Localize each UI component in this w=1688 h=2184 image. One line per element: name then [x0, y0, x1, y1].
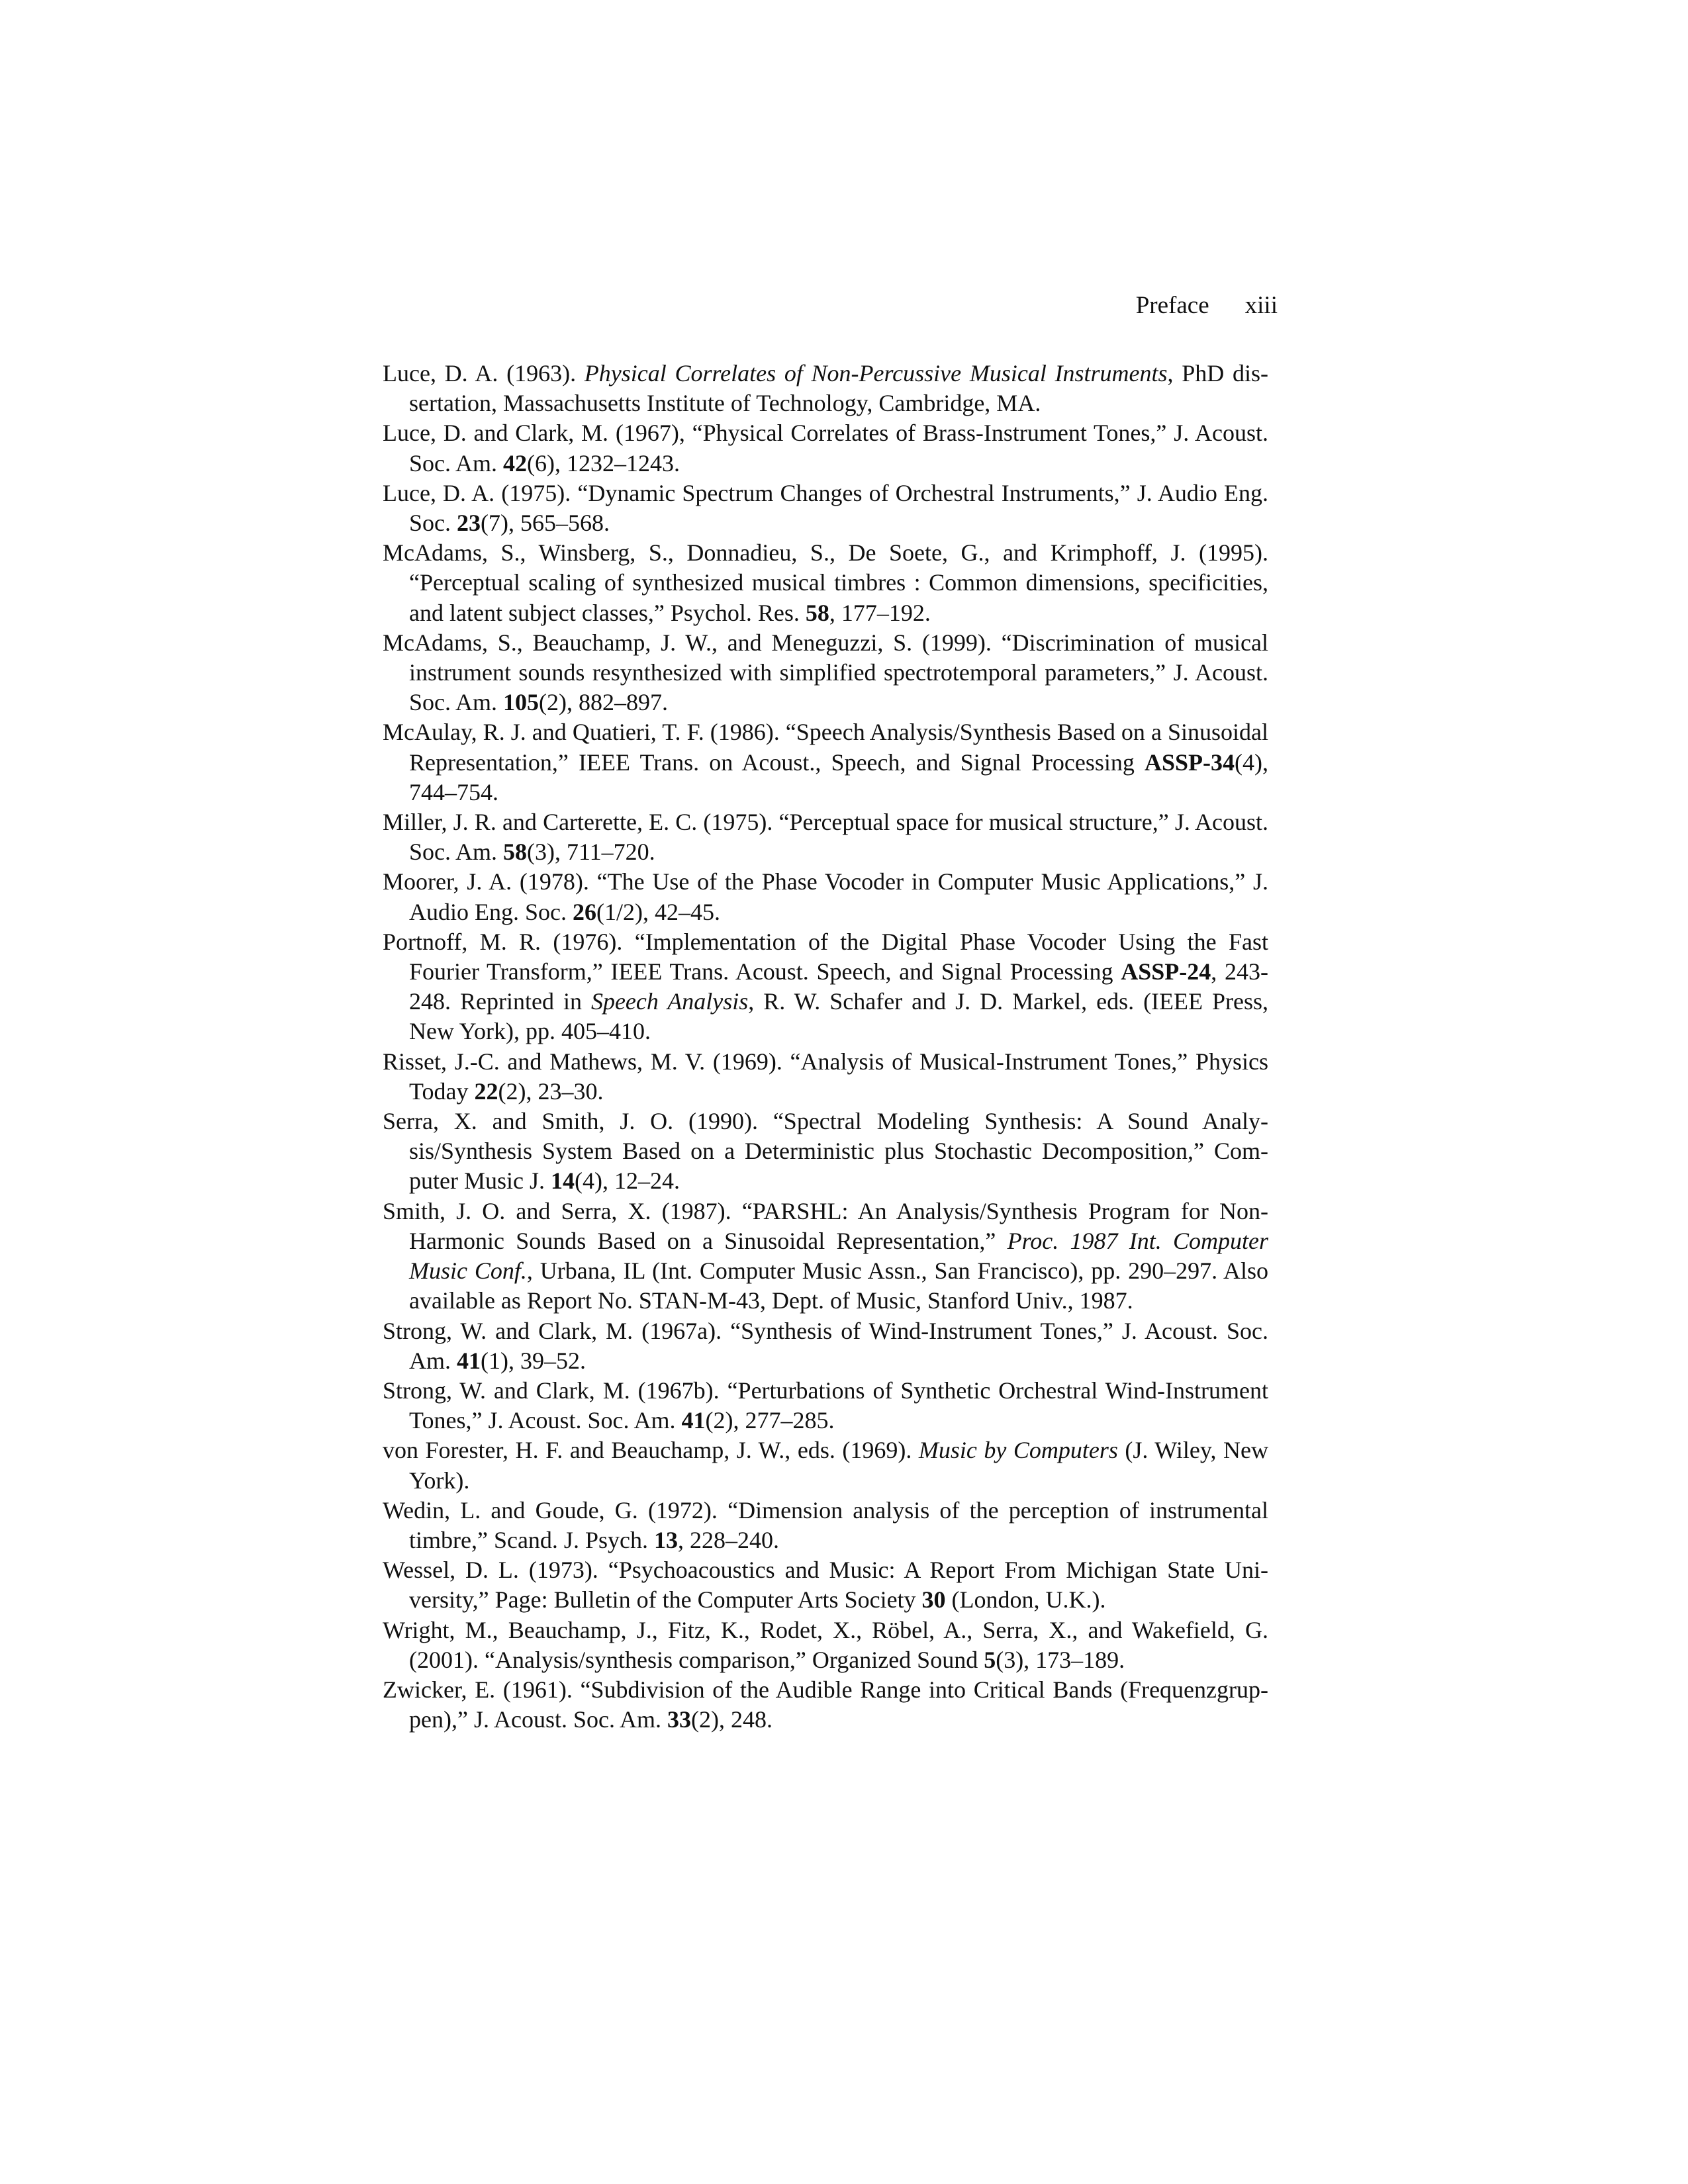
- reference-text: Luce, D. and Clark, M. (1967), “Physical Correlates of Brass-Instrument Tones,” J. Acoust. Soc. Am.: [383, 420, 1268, 477]
- reference-entry: [383, 1047, 1268, 1107]
- reference-text: Moorer, J. A. (1978). “The Use of the Phase Vocoder in Computer Music Applications,” J. Audio Eng. Soc.: [383, 868, 1268, 925]
- reference-list: [383, 359, 1268, 1735]
- reference-text: (2), 23–30.: [498, 1077, 604, 1105]
- reference-volume: 30: [921, 1586, 946, 1614]
- reference-entry: [383, 478, 1268, 538]
- reference-entry: [383, 927, 1268, 1047]
- reference-text: Wessel, D. L. (1973). “Psychoacoustics and Music: A Report From Michigan State University,” Page: Bulletin of the Computer Arts Society: [383, 1557, 1268, 1614]
- reference-text: , 243-248. Reprinted in: [409, 958, 1268, 1015]
- reference-text: Wright, M., Beauchamp, J., Fitz, K., Rodet, X., Röbel, A., Serra, X., and Wakefield, G. (2001). “Analysis/synthesis comparison,” Organized Sound: [383, 1616, 1268, 1673]
- reference-text: (4), 12–24.: [574, 1167, 680, 1195]
- reference-text: (4), 744–754.: [409, 749, 1268, 805]
- reference-volume: 42: [503, 449, 528, 477]
- reference-entry: [383, 1615, 1268, 1675]
- reference-italic-title: Proc. 1987 Int. Computer Music Conf.: [409, 1227, 1268, 1285]
- reference-text: McAdams, S., Winsberg, S., Donnadieu, S., De Soete, G., and Krimphoff, J. (1995). “Perceptual scaling of synthesized musical timbres : Common dimensions, specificities, and latent subject classes,” Psychol. Res.: [383, 539, 1268, 626]
- reference-text: (2), 248.: [690, 1706, 773, 1733]
- reference-entry: [383, 867, 1268, 927]
- reference-volume: 13: [653, 1526, 678, 1553]
- reference-text: McAulay, R. J. and Quatieri, T. F. (1986). “Speech Analysis/Synthesis Based on a Sinusoidal Representation,” IEEE Trans. on Acoust., Speech, and Signal Processing: [383, 719, 1268, 776]
- reference-text: , R. W. Schafer and J. D. Markel, eds. (IEEE Press, New York), pp. 405–410.: [409, 988, 1269, 1045]
- reference-entry: [383, 1107, 1268, 1197]
- reference-volume: 33: [667, 1706, 691, 1733]
- reference-text: (7), 565–568.: [481, 510, 610, 537]
- reference-volume: 23: [457, 510, 481, 537]
- reference-volume: 58: [805, 599, 829, 626]
- reference-entry: [383, 1555, 1268, 1615]
- reference-italic-title: Music by Computers: [918, 1437, 1118, 1464]
- running-head: [1136, 290, 1278, 322]
- reference-text: Strong, W. and Clark, M. (1967b). “Perturbations of Synthetic Orchestral Wind-Instrument Tones,” J. Acoust. Soc. Am.: [383, 1377, 1268, 1434]
- reference-volume: 105: [503, 689, 539, 716]
- reference-text: (J. Wiley, New York).: [409, 1437, 1268, 1494]
- reference-volume: 26: [573, 898, 596, 925]
- reference-text: Luce, D. A. (1975). “Dynamic Spectrum Changes of Orchestral Instruments,” J. Audio Eng. Soc.: [383, 479, 1268, 537]
- reference-text: , 228–240.: [677, 1526, 779, 1553]
- reference-entry: [383, 1197, 1268, 1316]
- reference-text: , Urbana, IL (Int. Computer Music Assn., San Francisco), pp. 290–297. Also available as Report No. STAN-M-43, Dept. of Music, Stanford Univ., 1987.: [409, 1257, 1269, 1314]
- reference-volume: 5: [984, 1646, 996, 1673]
- reference-text: Risset, J.-C. and Mathews, M. V. (1969). “Analysis of Musical-Instrument Tones,” Physics Today: [383, 1048, 1268, 1105]
- running-head-title: Preface: [1135, 292, 1209, 319]
- reference-entry: [383, 1376, 1268, 1435]
- reference-text: (London, U.K.).: [945, 1586, 1106, 1614]
- reference-text: (2), 882–897.: [539, 689, 668, 716]
- reference-entry: [383, 538, 1268, 628]
- reference-volume: 14: [550, 1167, 575, 1195]
- reference-text: Strong, W. and Clark, M. (1967a). “Synthesis of Wind-Instrument Tones,” J. Acoust. Soc. Am.: [383, 1317, 1268, 1374]
- reference-text: von Forester, H. F. and Beauchamp, J. W., eds. (1969).: [383, 1437, 919, 1464]
- reference-text: (3), 711–720.: [527, 839, 655, 866]
- reference-entry: [383, 807, 1268, 867]
- reference-text: McAdams, S., Beauchamp, J. W., and Meneguzzi, S. (1999). “Discrimination of musical instrument sounds resynthesized with simplified spectrotemporal parameters,” J. Acoust. Soc. Am.: [383, 629, 1268, 716]
- reference-entry: [383, 418, 1268, 478]
- reference-text: Luce, D. A. (1963).: [383, 360, 585, 387]
- reference-volume: ASSP-34: [1144, 749, 1235, 776]
- reference-entry: [383, 628, 1268, 718]
- reference-text: (3), 173–189.: [996, 1646, 1125, 1673]
- reference-text: (2), 277–285.: [705, 1407, 835, 1434]
- reference-text: Wedin, L. and Goude, G. (1972). “Dimension analysis of the perception of instrumental timbre,” Scand. J. Psych.: [383, 1496, 1268, 1553]
- reference-entry: [383, 1496, 1268, 1555]
- reference-entry: [383, 1675, 1268, 1735]
- reference-entry: [383, 1316, 1268, 1376]
- reference-volume: 41: [681, 1407, 706, 1434]
- reference-text: Smith, J. O. and Serra, X. (1987). “PARSHL: An Analysis/Synthesis Program for Non-Harmonic Sounds Based on a Sinusoidal Representation,”: [383, 1197, 1268, 1254]
- reference-entry: [383, 359, 1268, 418]
- reference-text: Miller, J. R. and Carterette, E. C. (1975). “Perceptual space for musical structure,” J. Acoust. Soc. Am.: [383, 809, 1268, 866]
- reference-text: , PhD dissertation, Massachusetts Institute of Technology, Cambridge, MA.: [409, 360, 1268, 417]
- reference-text: Zwicker, E. (1961). “Subdivision of the Audible Range into Critical Bands (Frequenzgruppen),” J. Acoust. Soc. Am.: [383, 1676, 1268, 1733]
- reference-italic-title: Speech Analysis: [590, 988, 749, 1015]
- reference-text: (6), 1232–1243.: [527, 449, 680, 477]
- reference-text: Portnoff, M. R. (1976). “Implementation of the Digital Phase Vocoder Using the Fast Fourier Transform,” IEEE Trans. Acoust. Speech, and Signal Processing: [383, 928, 1268, 985]
- reference-text: Serra, X. and Smith, J. O. (1990). “Spectral Modeling Synthesis: A Sound Analysis/Synthesis System Based on a Deterministic plus Stochastic Decomposition,” Computer Music J.: [383, 1108, 1268, 1195]
- reference-text: (1), 39–52.: [481, 1347, 586, 1374]
- reference-volume: 41: [457, 1347, 481, 1374]
- reference-volume: ASSP-24: [1121, 958, 1211, 985]
- reference-text: , 177–192.: [829, 599, 931, 626]
- reference-entry: [383, 717, 1268, 807]
- reference-entry: [383, 1435, 1268, 1495]
- reference-text: (1/2), 42–45.: [596, 898, 720, 925]
- reference-volume: 58: [503, 839, 528, 866]
- reference-volume: 22: [474, 1077, 498, 1105]
- page-number: xiii: [1244, 292, 1278, 319]
- reference-italic-title: Physical Correlates of Non-Percussive Musical Instruments: [584, 360, 1168, 387]
